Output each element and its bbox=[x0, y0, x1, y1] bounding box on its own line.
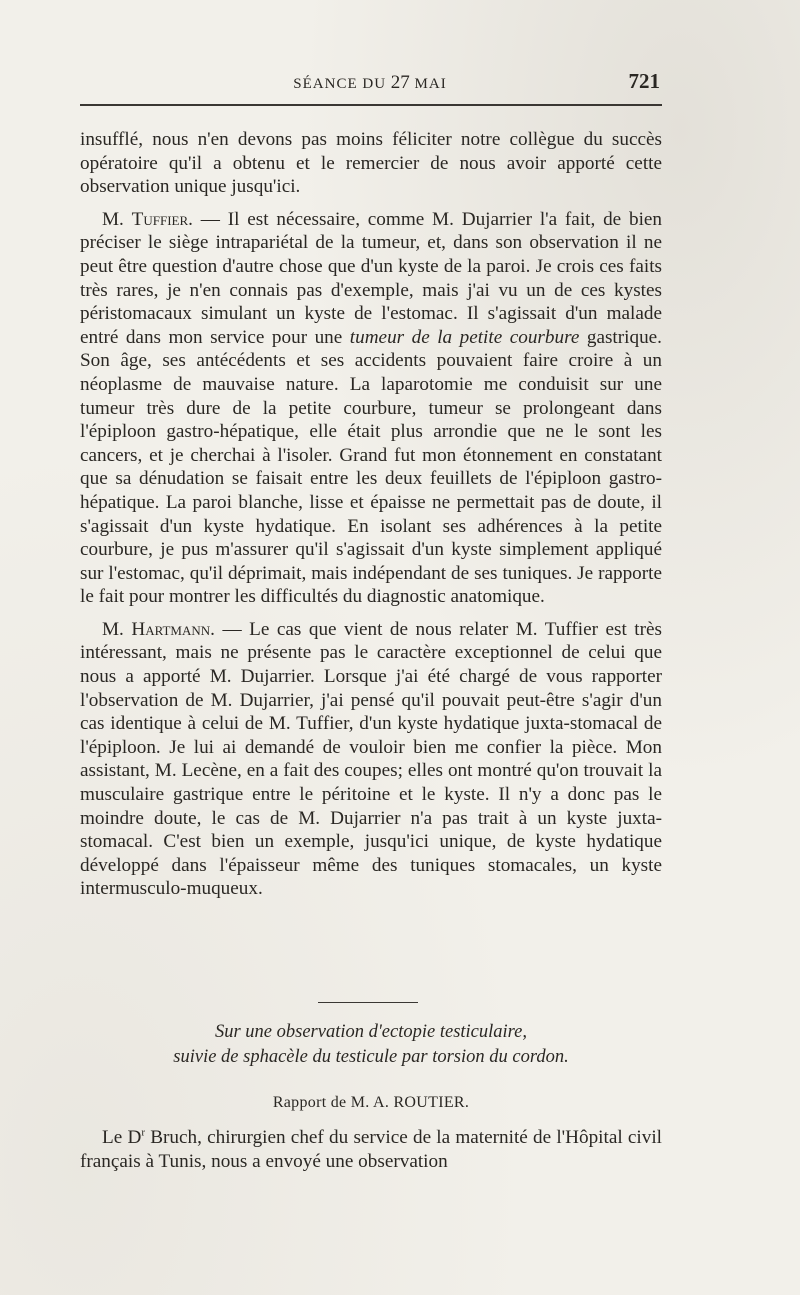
speaker-name-hartmann: Hartmann bbox=[131, 618, 211, 640]
hartmann-text: Le cas que vient de nous relater M. Tuffier est très intéressant, mais ne présente pas le caractère exceptionnel de celui que nous a apporté M. Dujarrier. Lorsque j'ai été chargé de vous rapporter l'observation de M. Dujarrier, j'ai pensé qu'il pouvait peut-être s'agir d'un cas identique à celui de M. Tuffier, d'un kyste hydatique juxta-stomacal de l'épiploon. Je lui ai demandé de vouloir bien me confier la pièce. Mon assistant, M. Lecène, en a fait des coupes; elles ont montré qu'on trouvait la musculaire gastrique entre le péritoine et le kyste. Il n'y a donc pas le moindre doute, le cas de M. Dujarrier n'a pas trait à un kyste juxta-stomacal. C'est bien un exemple, jusqu'ici unique, de kyste hydatique développé dans l'épaisseur même des tuniques stomacales, un kyste intermusculo-muqueux. bbox=[80, 618, 663, 900]
doctor-prefix: Le D bbox=[102, 1127, 142, 1148]
page-number: 721 bbox=[628, 69, 660, 93]
rapport-byline: Rapport de M. A. ROUTIER. bbox=[272, 1094, 470, 1111]
section-separator bbox=[318, 1002, 418, 1003]
running-head-prefix: SÉANCE DU bbox=[293, 76, 387, 92]
tuffier-text-a: Il est nécessaire, comme M. Dujarrier l'a fait, de bien préciser le siège intrapariétal de la tumeur, et, dans son observation il ne peut être question d'autre chose que d'un kyste de la paroi. Je crois ces faits très rares, je n'en connais pas d'exemple, mais j'ai vu un de ces kystes péristomacaux simulant un kyste de l'estomac. Il s'agissait d'un malade entré dans mon service pour une bbox=[80, 208, 663, 348]
speaker-suffix: . — bbox=[188, 208, 228, 230]
article-opening-paragraph bbox=[80, 1126, 662, 1173]
speaker-prefix: M. bbox=[102, 208, 132, 230]
paragraph-tuffier bbox=[80, 208, 662, 609]
running-head-day: 27 bbox=[390, 72, 410, 93]
running-head bbox=[80, 72, 660, 94]
article-title-line-1: Sur une observation d'ectopie testiculaire, bbox=[214, 1022, 528, 1042]
paragraph-hartmann bbox=[80, 618, 662, 901]
body-text bbox=[80, 128, 662, 901]
speaker-suffix: . — bbox=[210, 618, 250, 640]
article-title bbox=[80, 1020, 662, 1069]
tuffier-text-b: gastrique. Son âge, ses antécédents et ses accidents pouvaient faire croire à un néoplasme de mauvaise nature. La laparotomie me conduisit sur une tumeur très dure de la petite courbure, tumeur se prolongeant dans l'épiploon gastro-hépatique, elle était plus arrondie que ne le sont les cancers, et je cherchai à l'isoler. Grand fut mon étonnement en constatant que sa dénudation se faisait entre les deux feuillets de l'épiploon gastro-hépatique. La paroi blanche, lisse et épaisse ne permettait pas de doute, il s'agissait d'un kyste hydatique. En isolant ses adhérences à la petite courbure, je pus m'assurer qu'il s'agissait d'un kyste simplement appliqué sur l'estomac, qu'il déprimait, mais indépendant de ses tuniques. Je rapporte le fait pour montrer les difficultés du diagnostic anatomique. bbox=[80, 326, 662, 608]
speaker-prefix: M. bbox=[102, 618, 132, 640]
tuffier-italic-phrase: tumeur de la petite courbure bbox=[349, 326, 580, 348]
article-title-line-2: suivie de sphacèle du testicule par torsion du cordon. bbox=[173, 1047, 569, 1067]
article-opening-text: Bruch, chirurgien chef du service de la maternité de l'Hôpital civil français à Tunis, nous a envoyé une observation bbox=[80, 1127, 663, 1172]
page-header bbox=[80, 69, 660, 102]
running-head-month: MAI bbox=[414, 76, 447, 92]
header-rule bbox=[80, 104, 662, 106]
speaker-name-tuffier: Tuffier bbox=[131, 208, 189, 230]
paragraph-continuation: insufflé, nous n'en devons pas moins féliciter notre collègue du succès opératoire qu'il a obtenu et le remercier de nous avoir apporté cette observation unique jusqu'ici. bbox=[80, 129, 662, 198]
article-body bbox=[80, 1126, 662, 1173]
doctor-superscript: r bbox=[141, 1126, 145, 1139]
